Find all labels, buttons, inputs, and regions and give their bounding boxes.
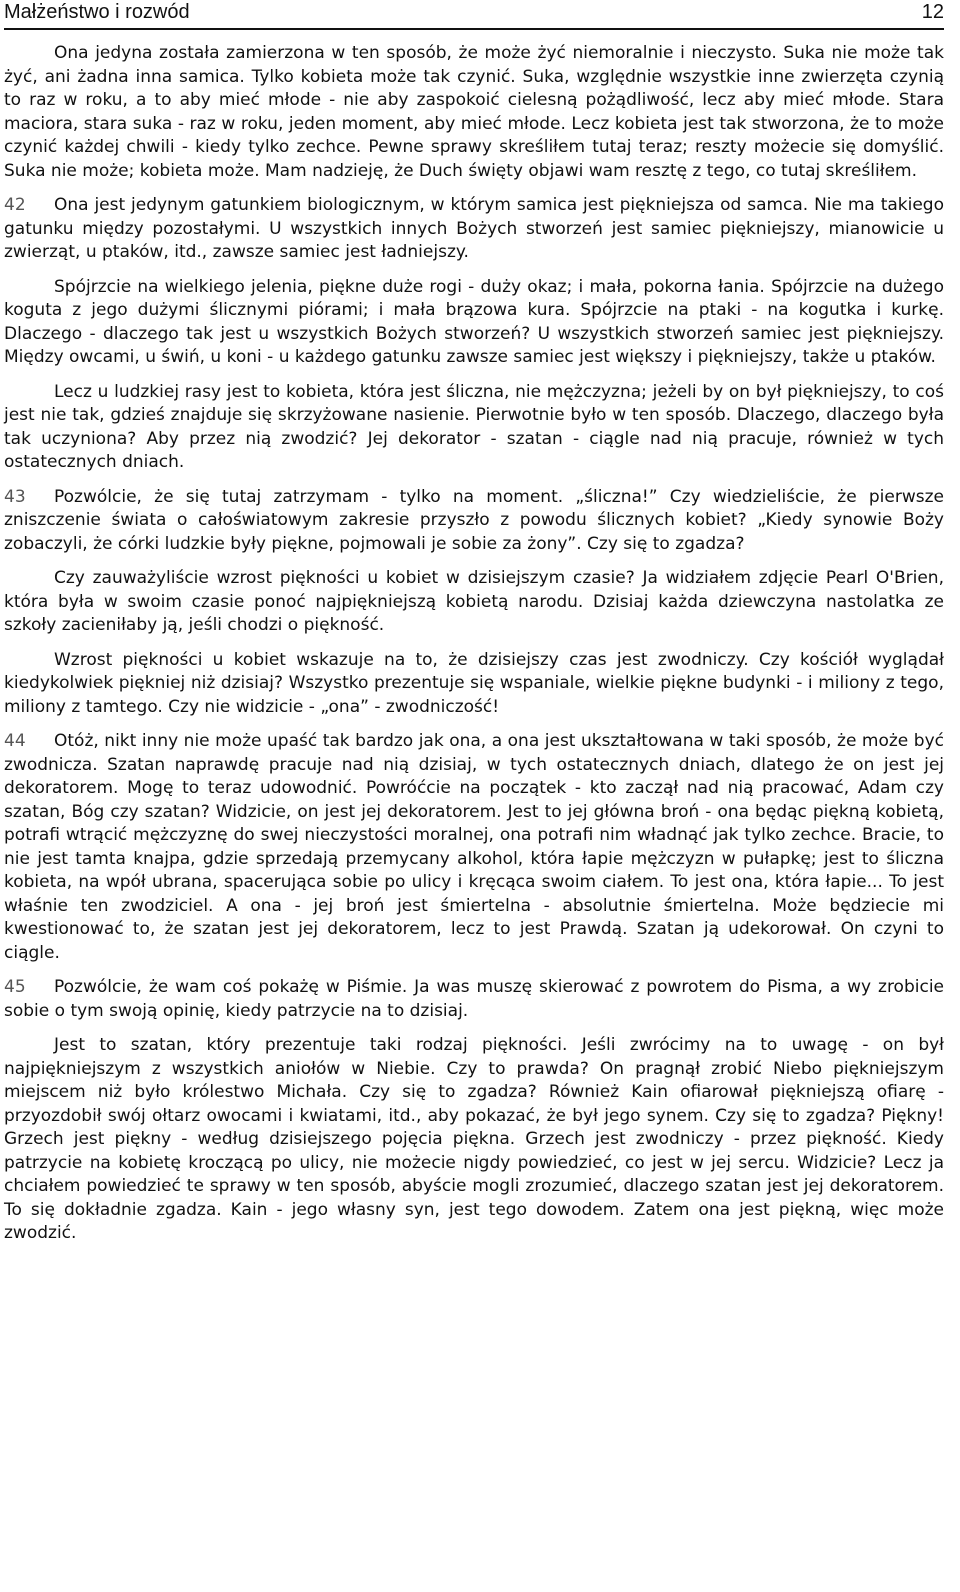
paragraph-numbered: [4, 730, 944, 965]
paragraph-number: 45: [4, 977, 26, 997]
paragraph-numbered: [4, 976, 944, 1023]
paragraph-text: Pozwólcie, że się tutaj zatrzymam - tylko na moment. „śliczna!” Czy wiedzieliście, że pierwsze zniszczenie świata o całoświatowym zakresie przyszło z powodu ślicznych kobiet? „Kiedy synowie Boży zobaczyli, że córki ludzkie były piękne, pojmowali je sobie za żony”. Czy się to zgadza?: [4, 486, 944, 554]
paragraph: [4, 276, 944, 370]
paragraph-text: Wzrost piękności u kobiet wskazuje na to, że dzisiejszy czas jest zwodniczy. Czy kościół wyglądał kiedykolwiek piękniej niż dzisiaj? Wszystko prezentuje się wspaniale, wielkie piękne budynki - i miliony z tego, miliony z tamtego. Czy nie widzicie - „ona” - zwodniczość!: [4, 649, 944, 717]
paragraph-text: Ona jedyna została zamierzona w ten sposób, że może żyć niemoralnie i nieczysto. Suka nie może tak żyć, ani żadna inna samica. Tylko kobieta może tak czynić. Suka, względnie wszystkie inne zwierzęta czynią to raz w roku, a to aby mieć młode - nie aby zaspokoić cielesną pożądliwość, lecz aby mieć młode. Stara maciora, stara suka - raz w roku, jeden moment, aby mieć młode. Lecz kobieta jest tak stworzona, że to może czynić każdej chwili - kiedy tylko zechce. Pewne sprawy skreśliłem tutaj teraz; reszty możecie się domyślić. Suka nie może; kobieta może. Mam nadzieję, że Duch święty objawi wam resztę z tego, co tutaj skreśliłem.: [4, 43, 944, 181]
paragraph-text: Ona jest jedynym gatunkiem biologicznym, w którym samica jest piękniejsza od samca. Nie ma takiego gatunku między pozostałymi. U wszystkich innych Bożych stworzeń jest samiec piękniejszy, mianowicie u zwierząt, u ptaków, itd., zawsze samiec jest ładniejszy.: [4, 195, 944, 262]
paragraph-number: 44: [4, 731, 26, 751]
paragraph: [4, 1034, 944, 1246]
paragraph: [4, 381, 944, 475]
paragraph-text: Lecz u ludzkiej rasy jest to kobieta, która jest śliczna, nie mężczyzna; jeżeli by on był piękniejszy, to coś jest nie tak, gdzieś znajduje się skrzyżowane nasienie. Pierwotnie było w ten sposób. Dlaczego, dlaczego była tak uczyniona? Aby przez nią zwodzić? Jej dekorator - szatan - ciągle nad nią pracuje, również w tych ostatecznych dniach.: [4, 381, 944, 472]
document-title: Małżeństwo i rozwód: [4, 1, 190, 23]
paragraph-text: Czy zauważyliście wzrost piękności u kobiet w dzisiejszym czasie? Ja widziałem zdjęcie Pearl O'Brien, która była w swoim czasie ponoć najpiękniejszą kobietą narodu. Dzisiaj każda dziewczyna nastolatka ze szkoły zacieniłaby ją, jeśli chodzi o piękność.: [4, 568, 944, 635]
paragraph: [4, 567, 944, 638]
paragraph: [4, 649, 944, 720]
paragraph-number: 43: [4, 486, 26, 507]
document-page: [4, 0, 944, 1257]
page-number: 12: [921, 1, 944, 23]
paragraph-numbered: [4, 194, 944, 265]
paragraph-text: Spójrzcie na wielkiego jelenia, piękne duże rogi - duży okaz; i mała, pokorna łania. Spójrzcie na dużego koguta z jego dużymi ślicznymi piórami; i mała brązowa kura. Spójrzcie na ptaki - na kogutka i kurkę. Dlaczego - dlaczego tak jest u wszystkich Bożych stworzeń? U wszystkich stworzeń samiec jest piękniejszy. Między owcami, u świń, u koni - u każdego gatunku zawsze samiec jest większy i piękniejszy, także u ptaków.: [4, 276, 944, 367]
document-body: [4, 30, 944, 1246]
paragraph-numbered: [4, 486, 944, 557]
paragraph-text: Jest to szatan, który prezentuje taki rodzaj piękności. Jeśli zwrócimy na to uwagę - on był najpiękniejszym z wszystkich aniołów w Niebie. Czy to prawda? On pragnął zrobić Niebo piękniejszym miejscem niż było królestwo Michała. Czy się to zgadza? Również Kain ofiarował piękniejszą ofiarę - przyozdobił swój ołtarz owocami i kwiatami, itd., aby pokazać, że był jego synem. Czy się to zgadza? Piękny! Grzech jest piękny - według dzisiejszego pojęcia piękna. Grzech jest zwodniczy - przez piękność. Kiedy patrzycie na kobietę kroczącą po ulicy, nie możecie nigdy powiedzieć, co jest w jej sercu. Widzicie? Lecz ja chciałem powiedzieć te sprawy w ten sposób, abyście mogli zrozumieć, dlaczego szatan jest jej dekoratorem. To się dokładnie zgadza. Kain - jego własny syn, jest tego dowodem. Zatem ona jest piękną, więc może zwodzić.: [4, 1035, 944, 1243]
paragraph-number: 42: [4, 195, 26, 215]
page-header: [4, 0, 944, 30]
paragraph-text: Pozwólcie, że wam coś pokażę w Piśmie. Ja was muszę skierować z powrotem do Pisma, a wy zrobicie sobie o tym swoją opinię, kiedy patrzycie na to dzisiaj.: [4, 977, 944, 1021]
paragraph-text: Otóż, nikt inny nie może upaść tak bardzo jak ona, a ona jest ukształtowana w taki sposób, że może być zwodnicza. Szatan naprawdę pracuje nad nią dzisiaj, w tych ostatecznych dniach, dlatego że on jest jej dekoratorem. Mogę to teraz udowodnić. Powróćcie na początek - kto zaczął nad nią pracować, Adam czy szatan, Bóg czy szatan? Widzicie, on jest jej dekoratorem. Jest to jej główna broń - ona będąc piękną kobietą, potrafi wtrącić mężczyznę do swej nieczystości moralnej, ona potrafi nim władnąć jak tylko zechce. Bracie, to nie jest tamta knajpa, gdzie sprzedają przemycany alkohol, która łapie mężczyzn w pułapkę; jest to śliczna kobieta, na wpół ubrana, spacerująca sobie po ulicy i kręcąca swoim ciałem. To jest ona, która łapie... To jest właśnie ten zwodziciel. A ona - jej broń jest śmiertelna - absolutnie śmiertelna. Może będziecie mi kwestionować to, że szatan jest jej dekoratorem, lecz to jest Prawdą. Szatan ją udekorował. On czyni to ciągle.: [4, 731, 944, 963]
paragraph: [4, 42, 944, 183]
